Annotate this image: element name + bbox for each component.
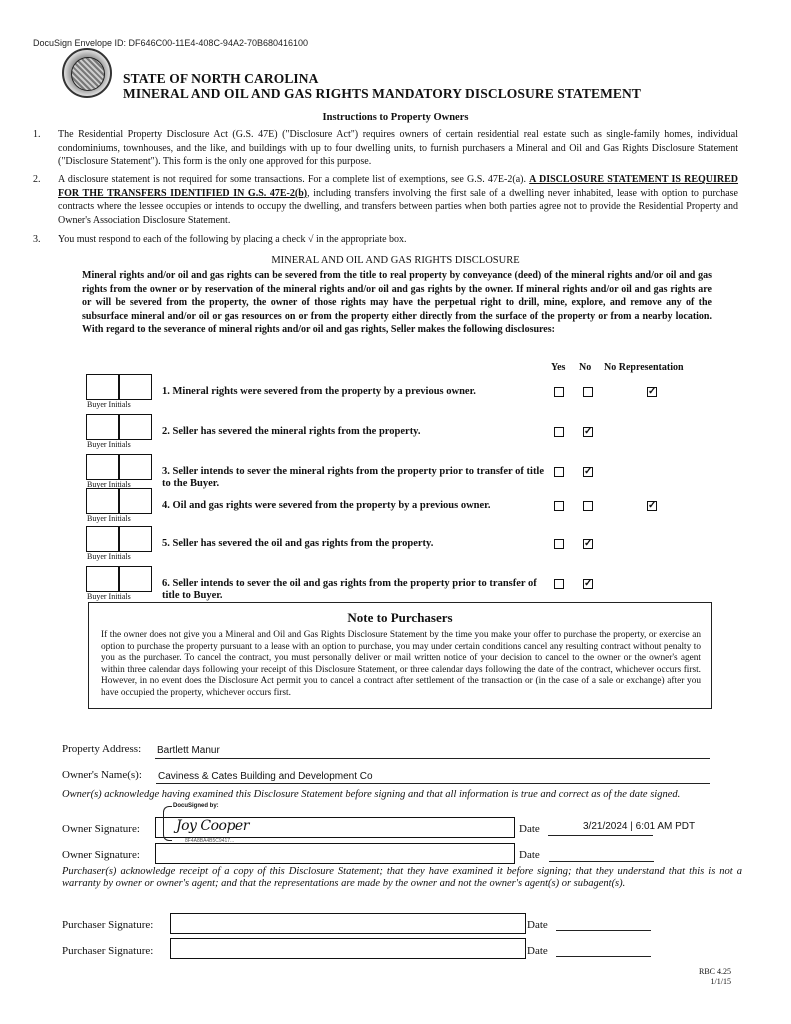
owner-names-value[interactable]: Caviness & Cates Building and Development Co [158, 771, 373, 782]
buyer-initials-field[interactable] [86, 374, 152, 400]
property-address-value[interactable]: Bartlett Manur [157, 745, 220, 756]
owner-date-value[interactable]: 3/21/2024 | 6:01 AM PDT [583, 821, 696, 832]
question-text: 5. Seller has severed the oil and gas rights from the property. [162, 538, 434, 549]
form-code: RBC 4.25 [698, 967, 731, 976]
checkbox-no[interactable]: ✓ [584, 426, 593, 437]
note-to-purchasers [88, 602, 712, 709]
state-seal-icon [62, 48, 112, 98]
state-title: STATE OF NORTH CAROLINA [123, 71, 319, 86]
property-address-line [155, 758, 710, 759]
question-text: 6. Seller intends to sever the oil and gas rights from the property prior to transfer of title to Buyer. [162, 578, 537, 601]
disclosure-question-row [86, 374, 726, 414]
instruction-text-part: A disclosure statement is not required for some transactions. For a complete list of exemptions, see G.S. 47E-2(a). [58, 174, 530, 185]
instruction-text-part: , including transfers involving the first sale of a dwelling never inhabited, lease with option to purchase contracts where the lessee occupies or intends to occupy the dwelling, and transfers between parties when both parties agree not to provide the Residential Property and Owner's Association Disclosure Statement. [58, 187, 738, 226]
column-no-representation: No Representation [604, 362, 684, 373]
docusign-bracket-icon [163, 806, 172, 841]
disclosure-body: Mineral rights and/or oil and gas rights can be severed from the title to real property by conveyance (deed) of the mineral rights and/or oil and gas rights from the owner or by reservation of the mineral rights and/or oil and gas rights by the owner. If mineral rights and/or oil and gas rights are or will be severed from the property, the owner of those rights may have the perpetual right to drill, mine, explore, and remove any of the subsurface mineral and/or oil or gas resources on or from the property either directly from the surface of the property or from a nearby location. With regard to the severance of mineral rights and/or oil and gas rights, Seller makes the following disclosures: [82, 270, 712, 336]
checkbox-no-representation[interactable]: ✓ [648, 386, 657, 397]
owner-signature-field-2[interactable] [155, 843, 515, 864]
checkbox-yes[interactable] [554, 467, 564, 477]
note-title: Note to Purchasers [347, 610, 453, 625]
checkbox-yes[interactable] [554, 427, 564, 437]
instruction-item [33, 233, 738, 247]
disclosure-heading: MINERAL AND OIL AND GAS RIGHTS DISCLOSURE [271, 255, 520, 266]
purchaser-date-line[interactable] [556, 930, 651, 931]
purchaser-signature-field[interactable] [170, 913, 526, 934]
buyer-initials-field[interactable] [86, 488, 152, 514]
checkbox-no[interactable]: ✓ [584, 466, 593, 477]
docusigned-by-label: DocuSigned by: [173, 803, 219, 809]
owner-date-line-2[interactable] [549, 861, 654, 862]
purchaser-date-label: Date [527, 919, 548, 931]
checkbox-yes[interactable] [554, 579, 564, 589]
purchaser-signature-label: Purchaser Signature: [62, 945, 154, 957]
form-title: MINERAL AND OIL AND GAS RIGHTS MANDATORY DISCLOSURE STATEMENT [123, 86, 641, 101]
question-text: 3. Seller intends to sever the mineral rights from the property prior to transfer of title to the Buyer. [162, 466, 545, 489]
owner-date-label: Date [519, 823, 540, 835]
checkbox-yes[interactable] [554, 387, 564, 397]
instruction-number: 1. [33, 129, 41, 140]
purchaser-date-line-2[interactable] [556, 956, 651, 957]
form-date: 1/1/15 [710, 977, 731, 986]
purchaser-signature-field-2[interactable] [170, 938, 526, 959]
checkbox-no[interactable]: ✓ [584, 578, 593, 589]
instruction-item [33, 128, 738, 169]
note-body: If the owner does not give you a Mineral and Oil and Gas Rights Disclosure Statement by the time you make your offer to purchase the property, or exercise an option to purchase the property pursuant to a lease with an option to purchase, you may under certain conditions cancel any resulting contract without penalty to you as the purchaser. To cancel the contract, you must personally deliver or mail written notice of your decision to cancel to the owner or the owner's agent within three calendar days following your receipt of this Disclosure Statement, or three calendar days following the date of the contract, whichever occurs first. However, in no event does the Disclosure Act permit you to cancel a contract after settlement of the transaction or (in the case of a sale or exchange) after you have occupied the property, whichever occurs first. [101, 630, 701, 698]
buyer-initials-label: Buyer Initials [87, 400, 131, 409]
checkbox-no-representation[interactable]: ✓ [648, 500, 657, 511]
buyer-initials-label: Buyer Initials [87, 440, 131, 449]
owner-acknowledgement: Owner(s) acknowledge having examined this Disclosure Statement before signing and that all information is true and correct as of the date signed. [62, 789, 681, 800]
checkbox-no[interactable] [583, 387, 593, 397]
buyer-initials-field[interactable] [86, 566, 152, 592]
instruction-number: 3. [33, 234, 41, 245]
instruction-number: 2. [33, 174, 41, 185]
disclosure-question-row [86, 566, 726, 606]
owner-signature: Joy Cooper [176, 818, 249, 834]
checkbox-yes[interactable] [554, 539, 564, 549]
instruction-text: You must respond to each of the following by placing a check √ in the appropriate box. [58, 234, 407, 245]
column-yes: Yes [551, 362, 566, 373]
question-text: 2. Seller has severed the mineral rights from the property. [162, 426, 421, 437]
disclosure-question-row [86, 488, 726, 528]
instruction-text: The Residential Property Disclosure Act (G.S. 47E) ("Disclosure Act") requires owners of certain residential real estate such as single-family homes, individual condominiums, townhouses, and the like, and buildings with up to four dwelling units, to furnish purchasers a Mineral and Oil and Gas Rights Disclosure Statement ("Disclosure Statement"). This form is the only one approved for this purpose. [58, 129, 738, 167]
instruction-item [33, 173, 738, 227]
buyer-initials-field[interactable] [86, 526, 152, 552]
property-address-label: Property Address: [62, 743, 142, 755]
buyer-initials-field[interactable] [86, 454, 152, 480]
buyer-initials-field[interactable] [86, 414, 152, 440]
disclosure-question-row [86, 414, 726, 454]
checkbox-no[interactable] [583, 501, 593, 511]
buyer-initials-label: Buyer Initials [87, 552, 131, 561]
owner-signature-label: Owner Signature: [62, 849, 140, 861]
column-no: No [579, 362, 592, 373]
instruction-text [58, 173, 738, 227]
docusign-signer-id: 8F4A8BA4B5C9417... [185, 838, 235, 844]
buyer-initials-label: Buyer Initials [87, 514, 131, 523]
buyer-initials-label: Buyer Initials [87, 592, 131, 601]
owner-signature-label: Owner Signature: [62, 823, 140, 835]
question-text: 1. Mineral rights were severed from the property by a previous owner. [162, 386, 476, 397]
checkbox-no[interactable]: ✓ [584, 538, 593, 549]
owner-names-line [156, 783, 710, 784]
instructions-heading: Instructions to Property Owners [322, 112, 469, 123]
purchaser-date-label: Date [527, 945, 548, 957]
buyer-initials-label: Buyer Initials [87, 480, 131, 489]
owner-date-label: Date [519, 849, 540, 861]
question-text: 4. Oil and gas rights were severed from the property by a previous owner. [162, 500, 491, 511]
disclosure-question-row [86, 526, 726, 566]
docusign-envelope-id: DocuSign Envelope ID: DF646C00-11E4-408C-94A2-70B680416100 [33, 38, 309, 48]
owner-names-label: Owner's Name(s): [62, 769, 142, 781]
purchaser-acknowledgement: Purchaser(s) acknowledge receipt of a copy of this Disclosure Statement; that they have examined it before signing; that they understand that this is not a warranty by owner or owner's agent; and that the representations are made by the owner and not the owner's agent(s) or subagent(s). [62, 866, 742, 889]
owner-date-line [548, 835, 653, 836]
form-footer [620, 967, 731, 987]
purchaser-signature-label: Purchaser Signature: [62, 919, 154, 931]
checkbox-yes[interactable] [554, 501, 564, 511]
instruction-emphasis: A DISCLOSURE STATEMENT IS REQUIRED FOR THE TRANSFERS IDENTIFIED IN G.S. 47E-2(b) [58, 174, 739, 199]
